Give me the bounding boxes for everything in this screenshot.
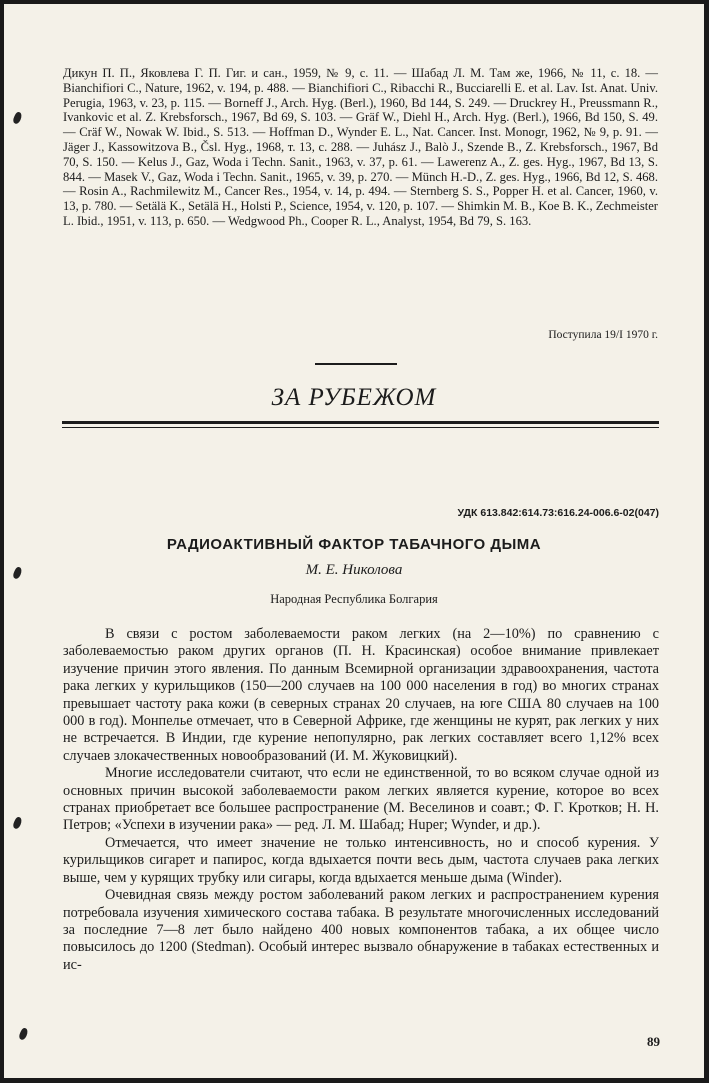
- punch-mark: [12, 816, 23, 830]
- author-affiliation: Народная Республика Болгария: [270, 592, 438, 606]
- body-paragraph: Очевидная связь между ростом заболеваний раком легких и распространением курения потребовала изучения химического состава табака. В результате многочисленных исследований за последние 7—8 лет было найдено 400 новых компонентов табака, а их общее число повысилось до 1200 (Stedman). Особый интерес вызвало обнаружение в табаках естественных и ис-: [63, 887, 659, 973]
- document-page: [4, 4, 704, 1078]
- body-paragraph: В связи с ростом заболеваемости раком легких (на 2—10%) по сравнению с заболеваемостью раком других органов (П. Н. Красинская) особое внимание привлекает изучение причин этого явления. По данным Всемирной организации здравоохранения, частота рака легких у курильщиков (150—200 случаев на 100 000 населения в год) во многих странах превышает частоту рака кожи (в северных странах 20 случаев, на юге США 80 случаев на 100 000 в год). Монпелье отмечает, что в Северной Африке, где женщины не курят, рак легких у них не встречается. В Индии, где курение непопулярно, рак легких составляет всего 1,12% всех случаев злокачественных новообразований (И. М. Жуковицкий).: [63, 626, 659, 764]
- section-title: ЗА РУБЕЖОМ: [271, 384, 437, 411]
- received-date: Поступила 19/I 1970 г.: [548, 329, 658, 341]
- section-rule-thin: [62, 427, 659, 428]
- article-body: [63, 626, 659, 974]
- section-divider: [315, 363, 397, 365]
- punch-mark: [18, 1027, 29, 1041]
- body-paragraph: Многие исследователи считают, что если не единственной, то во всяком случае одной из основных причин высокой заболеваемости раком легких является курение, которое во всех странах приобретает все большее распространение (М. Веселинов и соавт.; Ф. Г. Кротков; Н. Н. Петров; «Успехи в изучении рака» — ред. Л. М. Шабад; Huper; Wynder, и др.).: [63, 765, 659, 834]
- reference-list: Дикун П. П., Яковлева Г. П. Гиг. и сан., 1959, № 9, с. 11. — Шабад Л. М. Там же, 1966, № 11, с. 18. — Bianchifiori C., Nature, 1962, v. 194, p. 488. — Bianchifiori C., Ribacchi R., Bucciarelli E. et al. Lav. Ist. Anat. Univ. Perugia, 1963, v. 23, p. 115. — Borneff J., Arch. Hyg. (Berl.), 1960, Bd 144, S. 249. — Druckrey H., Preussmann R., Ivankovic et al. Z. Krebsforsch., 1967, Bd 69, S. 103. — Gräf W., Diehl H., Arch. Hyg. (Berl.), 1966, Bd 150, S. 49. — Cräf W., Nowak W. Ibid., S. 513. — Hoffman D., Wynder E. L., Nat. Cancer. Inst. Monogr, 1962, № 9, p. 91. — Jäger J., Kassowitzova B., Čsl. Hyg., 1968, т. 13, с. 288. — Juhász J., Balò J., Szende B., Z. Krebsforsch., 1967, Bd 70, S. 150. — Kelus J., Gaz, Woda i Techn. Sanit., 1963, v. 37, p. 61. — Lawerenz A., Z. ges. Hyg., 1967, Bd 13, S. 844. — Masek V., Gaz, Woda i Techn. Sanit., 1965, v. 39, p. 270. — Münch H.-D., Z. ges. Hyg., 1966, Bd 12, S. 468. — Rosin A., Rachmilewitz M., Cancer Res., 1954, v. 14, p. 494. — Sternberg S. S., Popper H. et al. Cancer, 1960, v. 13, p. 780. — Setälä K., Setälä H., Holsti P., Science, 1954, v. 120, p. 107. — Shimkin M. B., Koe B. K., Zechmeister L. Ibid., 1951, v. 113, p. 650. — Wedgwood Ph., Cooper R. L., Analyst, 1954, Bd 79, S. 163.: [63, 66, 658, 228]
- section-rule-thick: [62, 421, 659, 424]
- punch-mark: [12, 111, 23, 125]
- page-number: 89: [647, 1034, 660, 1049]
- article-title: РАДИОАКТИВНЫЙ ФАКТОР ТАБАЧНОГО ДЫМА: [166, 536, 542, 553]
- author-name: М. Е. Николова: [305, 562, 403, 578]
- udk-code: УДК 613.842:614.73:616.24-006.6-02(047): [457, 507, 659, 519]
- body-paragraph: Отмечается, что имеет значение не только интенсивность, но и способ курения. У курильщиков сигарет и папирос, когда вдыхается почти весь дым, частота случаев рака легких выше, чем у курящих трубку или сигары, когда вдыхается меньше дыма (Winder).: [63, 834, 659, 886]
